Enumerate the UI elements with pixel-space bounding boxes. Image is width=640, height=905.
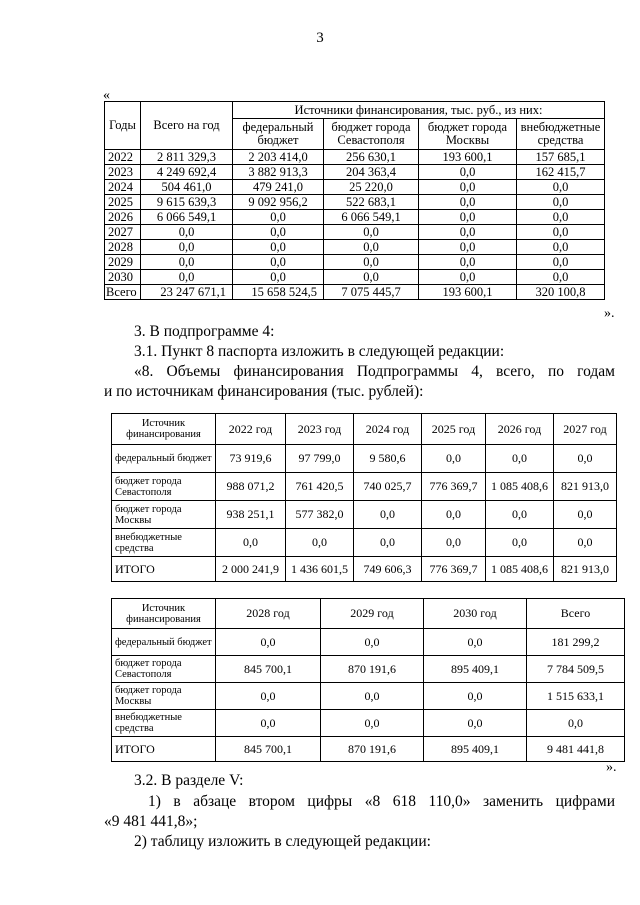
federal-cell: 9 092 956,2	[233, 195, 324, 210]
federal-cell: 0,0	[233, 270, 324, 285]
value-cell: 73 919,6	[216, 445, 286, 473]
year-cell: 2022	[105, 150, 141, 165]
year-cell: 2026	[105, 210, 141, 225]
paragraph-point-8-line2: и по источникам финансирования (тыс. рублей):	[104, 383, 424, 400]
paragraph-section-v: 3.2. В разделе V:	[134, 772, 244, 789]
source-label: федеральный бюджет	[112, 629, 216, 656]
table-row	[112, 501, 617, 529]
value-cell: 0,0	[321, 683, 424, 710]
header-total: Всего	[527, 599, 625, 629]
moscow-cell: 0,0	[419, 240, 517, 255]
value-cell: 0,0	[554, 529, 617, 557]
header-year: 2028 год	[216, 599, 321, 629]
table-row	[105, 225, 605, 240]
value-cell: 0,0	[424, 629, 527, 656]
moscow-cell: 0,0	[419, 210, 517, 225]
header-moscow: бюджет города Москвы	[419, 119, 517, 150]
year-cell: 2024	[105, 180, 141, 195]
total-cell: 0,0	[141, 270, 233, 285]
value-cell: 988 071,2	[216, 473, 286, 501]
value-cell: 9 481 441,8	[527, 737, 625, 762]
table-row	[112, 683, 625, 710]
header-year: 2027 год	[554, 414, 617, 445]
source-label: ИТОГО	[112, 557, 216, 582]
closing-quote: ».	[606, 760, 617, 775]
header-years: Годы	[105, 102, 141, 150]
value-cell: 0,0	[554, 501, 617, 529]
financing-2022-2027-table	[111, 413, 617, 582]
value-cell: 749 606,3	[354, 557, 422, 582]
table-row-total	[112, 557, 617, 582]
year-cell: 2030	[105, 270, 141, 285]
paragraph-point-3-1: 3.1. Пункт 8 паспорта изложить в следующей редакции:	[134, 343, 505, 360]
moscow-cell: 0,0	[419, 195, 517, 210]
extra-cell: 0,0	[517, 180, 605, 195]
paragraph-item-2: 2) таблицу изложить в следующей редакции:	[134, 833, 431, 850]
federal-cell: 15 658 524,5	[233, 285, 324, 300]
value-cell: 821 913,0	[554, 473, 617, 501]
source-label: бюджет города Севастополя	[112, 473, 216, 501]
paragraph-item-1-line1: 1) в абзаце втором цифры «8 618 110,0» заменить цифрами	[148, 793, 615, 810]
sevastopol-cell: 522 683,1	[324, 195, 419, 210]
value-cell: 0,0	[321, 710, 424, 737]
financing-2028-2030-table	[111, 598, 625, 762]
value-cell: 821 913,0	[554, 557, 617, 582]
header-year: 2025 год	[422, 414, 486, 445]
value-cell: 577 382,0	[286, 501, 354, 529]
moscow-cell: 0,0	[419, 270, 517, 285]
header-extrabudget: внебюджетные средства	[517, 119, 605, 150]
extra-cell: 157 685,1	[517, 150, 605, 165]
table-row	[105, 150, 605, 165]
source-label: внебюджетные средства	[112, 529, 216, 557]
table-row	[105, 180, 605, 195]
value-cell: 1 085 408,6	[486, 557, 554, 582]
paragraph-subprogram-4: 3. В подпрограмме 4:	[134, 323, 275, 340]
total-cell: 504 461,0	[141, 180, 233, 195]
table-row-total	[105, 285, 605, 300]
value-cell: 0,0	[216, 710, 321, 737]
value-cell: 0,0	[486, 445, 554, 473]
table-row	[105, 195, 605, 210]
header-federal: федеральный бюджет	[233, 119, 324, 150]
moscow-cell: 193 600,1	[419, 285, 517, 300]
table-row	[112, 710, 625, 737]
value-cell: 0,0	[216, 683, 321, 710]
federal-cell: 0,0	[233, 210, 324, 225]
value-cell: 1 085 408,6	[486, 473, 554, 501]
source-label: бюджет города Москвы	[112, 683, 216, 710]
table-row	[112, 445, 617, 473]
moscow-cell: 0,0	[419, 255, 517, 270]
table-row	[105, 210, 605, 225]
source-label: бюджет города Москвы	[112, 501, 216, 529]
table-row	[112, 656, 625, 683]
value-cell: 7 784 509,5	[527, 656, 625, 683]
paragraph-point-8-line1: «8. Объемы финансирования Подпрограммы 4, всего, по годам	[134, 363, 615, 380]
value-cell: 0,0	[424, 683, 527, 710]
header-sevastopol: бюджет города Севастополя	[324, 119, 419, 150]
extra-cell: 0,0	[517, 270, 605, 285]
table-row	[105, 270, 605, 285]
total-cell: 6 066 549,1	[141, 210, 233, 225]
value-cell: 740 025,7	[354, 473, 422, 501]
year-cell: 2029	[105, 255, 141, 270]
total-cell: 9 615 639,3	[141, 195, 233, 210]
extra-cell: 0,0	[517, 210, 605, 225]
sevastopol-cell: 0,0	[324, 225, 419, 240]
value-cell: 870 191,6	[321, 656, 424, 683]
total-cell: 0,0	[141, 240, 233, 255]
extra-cell: 0,0	[517, 255, 605, 270]
year-cell: 2025	[105, 195, 141, 210]
table-row	[112, 473, 617, 501]
moscow-cell: 0,0	[419, 180, 517, 195]
value-cell: 870 191,6	[321, 737, 424, 762]
value-cell: 181 299,2	[527, 629, 625, 656]
value-cell: 0,0	[486, 501, 554, 529]
header-year: 2024 год	[354, 414, 422, 445]
federal-cell: 0,0	[233, 255, 324, 270]
moscow-cell: 0,0	[419, 165, 517, 180]
federal-cell: 0,0	[233, 240, 324, 255]
source-label: бюджет города Севастополя	[112, 656, 216, 683]
extra-cell: 0,0	[517, 225, 605, 240]
value-cell: 761 420,5	[286, 473, 354, 501]
sevastopol-cell: 204 363,4	[324, 165, 419, 180]
value-cell: 845 700,1	[216, 737, 321, 762]
opening-quote: «	[103, 88, 110, 103]
value-cell: 0,0	[354, 501, 422, 529]
value-cell: 0,0	[321, 629, 424, 656]
federal-cell: 3 882 913,3	[233, 165, 324, 180]
value-cell: 97 799,0	[286, 445, 354, 473]
source-label: внебюджетные средства	[112, 710, 216, 737]
sevastopol-cell: 7 075 445,7	[324, 285, 419, 300]
table-row	[112, 629, 625, 656]
year-cell: 2023	[105, 165, 141, 180]
year-cell: Всего	[105, 285, 141, 300]
year-cell: 2027	[105, 225, 141, 240]
sevastopol-cell: 256 630,1	[324, 150, 419, 165]
header-source: Источник финансирования	[112, 414, 216, 445]
federal-cell: 479 241,0	[233, 180, 324, 195]
header-source: Источник финансирования	[112, 599, 216, 629]
extra-cell: 162 415,7	[517, 165, 605, 180]
financing-by-year-table	[104, 101, 605, 300]
federal-cell: 2 203 414,0	[233, 150, 324, 165]
total-cell: 0,0	[141, 225, 233, 240]
source-label: ИТОГО	[112, 737, 216, 762]
sevastopol-cell: 0,0	[324, 270, 419, 285]
header-total-per-year: Всего на год	[141, 102, 233, 150]
closing-quote: ».	[604, 306, 615, 321]
moscow-cell: 193 600,1	[419, 150, 517, 165]
header-year: 2023 год	[286, 414, 354, 445]
extra-cell: 320 100,8	[517, 285, 605, 300]
total-cell: 2 811 329,3	[141, 150, 233, 165]
value-cell: 845 700,1	[216, 656, 321, 683]
value-cell: 0,0	[527, 710, 625, 737]
table-row	[105, 255, 605, 270]
year-cell: 2028	[105, 240, 141, 255]
value-cell: 0,0	[354, 529, 422, 557]
table-row-total	[112, 737, 625, 762]
page-number: 3	[316, 30, 324, 46]
table-row	[105, 240, 605, 255]
value-cell: 0,0	[422, 501, 486, 529]
value-cell: 0,0	[486, 529, 554, 557]
sevastopol-cell: 25 220,0	[324, 180, 419, 195]
moscow-cell: 0,0	[419, 225, 517, 240]
value-cell: 0,0	[554, 445, 617, 473]
header-year: 2026 год	[486, 414, 554, 445]
value-cell: 0,0	[286, 529, 354, 557]
value-cell: 0,0	[216, 529, 286, 557]
total-cell: 0,0	[141, 255, 233, 270]
sevastopol-cell: 0,0	[324, 240, 419, 255]
value-cell: 895 409,1	[424, 656, 527, 683]
header-year: 2030 год	[424, 599, 527, 629]
header-sources-group: Источники финансирования, тыс. руб., из них:	[233, 102, 605, 119]
value-cell: 776 369,7	[422, 557, 486, 582]
value-cell: 0,0	[424, 710, 527, 737]
table-row	[112, 529, 617, 557]
total-cell: 23 247 671,1	[141, 285, 233, 300]
value-cell: 776 369,7	[422, 473, 486, 501]
paragraph-item-1-line2: «9 481 441,8»;	[104, 813, 198, 830]
value-cell: 1 515 633,1	[527, 683, 625, 710]
extra-cell: 0,0	[517, 240, 605, 255]
header-year: 2029 год	[321, 599, 424, 629]
source-label: федеральный бюджет	[112, 445, 216, 473]
table-row	[105, 165, 605, 180]
extra-cell: 0,0	[517, 195, 605, 210]
value-cell: 938 251,1	[216, 501, 286, 529]
value-cell: 895 409,1	[424, 737, 527, 762]
sevastopol-cell: 0,0	[324, 255, 419, 270]
value-cell: 2 000 241,9	[216, 557, 286, 582]
value-cell: 1 436 601,5	[286, 557, 354, 582]
header-year: 2022 год	[216, 414, 286, 445]
federal-cell: 0,0	[233, 225, 324, 240]
value-cell: 0,0	[422, 529, 486, 557]
value-cell: 0,0	[216, 629, 321, 656]
sevastopol-cell: 6 066 549,1	[324, 210, 419, 225]
total-cell: 4 249 692,4	[141, 165, 233, 180]
value-cell: 0,0	[422, 445, 486, 473]
value-cell: 9 580,6	[354, 445, 422, 473]
